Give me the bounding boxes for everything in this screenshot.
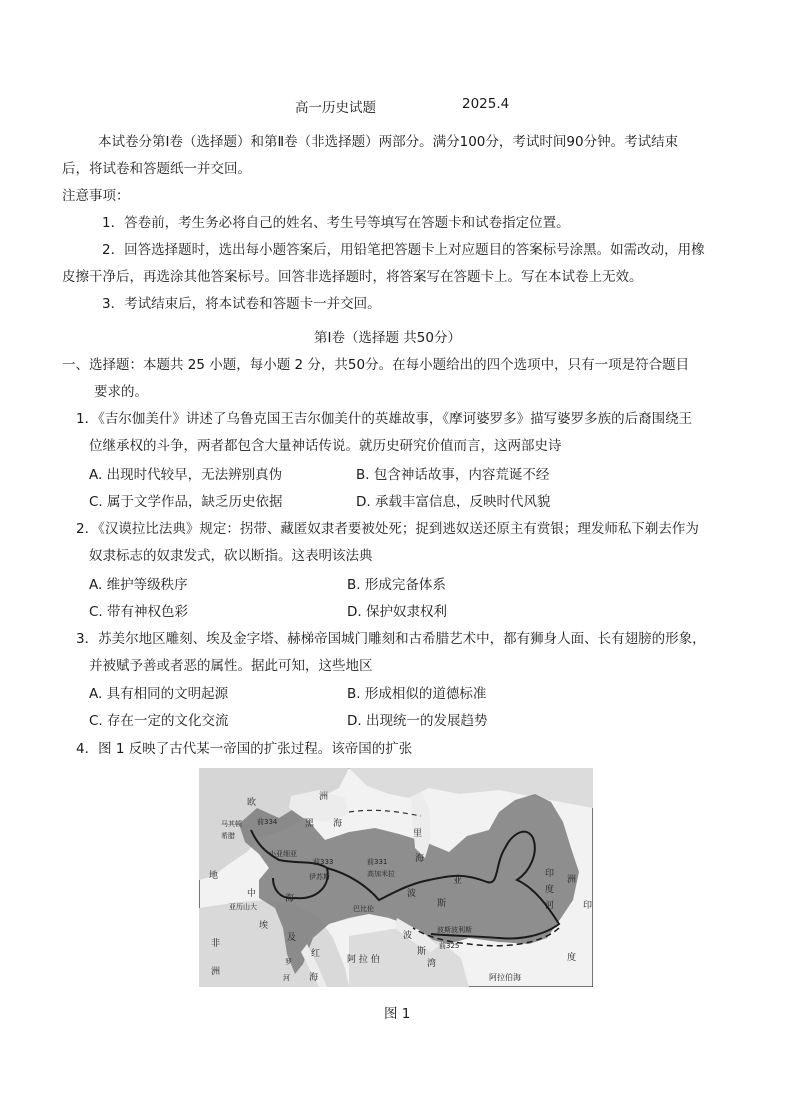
question-1-option-a: A. 出现时代较早，无法辨别真伪: [89, 467, 283, 483]
map-label-xiaoyaxiya: 小亚细亚: [269, 850, 297, 858]
map-label-black-sea-hai: 海: [333, 819, 343, 829]
map-label-si: 斯: [437, 899, 447, 909]
map-label-ai: 埃: [259, 921, 269, 931]
question-2-option-a: A. 维护等级秩序: [89, 577, 188, 593]
question-3-stem-line-2: 并被赋予善或者恶的属性。据此可知，这些地区: [89, 658, 373, 674]
question-3-option-c: C. 存在一定的文化交流: [89, 713, 229, 729]
map-label-nile-he: 河: [283, 974, 290, 982]
map-label-bosibolisi: 波斯波利斯: [437, 926, 472, 934]
question-3-option-d: D. 出现统一的发展趋势: [347, 713, 488, 729]
notice-item-2-line-2: 皮擦干净后，再选涂其他答案标号。回答非选择题时，将答案写在答题卡上。写在本试卷上无效。: [62, 269, 643, 285]
map-label-hong: 红: [311, 949, 321, 959]
question-2-option-b: B. 形成完备体系: [347, 577, 446, 593]
exam-date: 2025.4: [462, 96, 510, 112]
question-3-option-a: A. 具有相同的文明起源: [89, 686, 229, 702]
question-1-stem-line-2: 位继承权的斗争，两者都包含大量神话传说。就历史研究价值而言，这两部史诗: [89, 438, 562, 454]
map-label-caspian-hai: 海: [415, 854, 425, 864]
map-label-qian334: 前334: [257, 818, 278, 826]
map-label-bosi-bay-si: 斯: [417, 947, 427, 957]
map-label-bosi-bay-bo: 波: [403, 931, 413, 941]
notice-item-3: 3．考试结束后，将本试卷和答题卡一并交回。: [102, 296, 381, 312]
map-label-hei: 黑: [305, 819, 315, 829]
map-label-ou: 欧: [247, 798, 257, 808]
map-label-makedun: 马其顿: [221, 820, 242, 828]
question-2-option-c: C. 带有神权色彩: [89, 604, 189, 620]
map-label-bo: 波: [407, 889, 417, 899]
map-label-med-hai: 海: [285, 894, 295, 904]
intro-line-1: 本试卷分第Ⅰ卷（选择题）和第Ⅱ卷（非选择题）两部分。满分100分，考试时间90分钟。考试结束: [98, 134, 679, 150]
question-2-stem-line-1: 2．《汉谟拉比法典》规定：拐带、藏匿奴隶者要被处死；捉到逃奴送还原主有赏银；理发师私下剃去作为: [76, 521, 699, 537]
notice-item-2-line-1: 2．回答选择题时，选出每小题答案后，用铅笔把答题卡上对应题目的答案标号涂黑。如需改动，用橡: [102, 242, 705, 258]
question-2-option-d: D. 保护奴隶权利: [347, 604, 447, 620]
map-label-ji: 及: [287, 933, 297, 943]
map-label-qian333: 前333: [313, 858, 334, 866]
question-1-option-b: B. 包含神话故事，内容荒诞不经: [356, 467, 550, 483]
question-2-stem-line-2: 奴隶标志的奴隶发式，砍以断指。这表明该法典: [89, 548, 373, 564]
section-title: 第Ⅰ卷（选择题 共50分）: [314, 330, 461, 346]
question-4-stem: 4．图 1 反映了古代某一帝国的扩张过程。该帝国的扩张: [76, 741, 413, 757]
map-label-li: 里: [413, 829, 423, 839]
map-label-xila: 希腊: [221, 832, 235, 840]
notice-item-1: 1．答卷前，考生务必将自己的姓名、考生号等填写在答题卡和试卷指定位置。: [102, 215, 570, 231]
map-label-ya: 亚: [453, 876, 463, 886]
map-label-red-hai: 海: [309, 973, 319, 983]
section-instructions-line-2: 要求的。: [94, 384, 148, 400]
map-label-yalishanda: 亚历山大: [229, 903, 257, 911]
map-label-babilun: 巴比伦: [353, 905, 374, 913]
intro-line-2: 后，将试卷和答题纸一并交回。: [62, 161, 251, 177]
map-label-zhou-india: 洲: [567, 875, 577, 885]
alexander-expansion-map: [199, 768, 593, 987]
map-label-qian331: 前331: [367, 858, 388, 866]
map-label-wan: 湾: [427, 959, 437, 969]
map-label-du: 度: [545, 885, 555, 895]
map-label-zhou-top: 洲: [319, 792, 329, 802]
figure-caption: 图 1: [384, 1006, 411, 1022]
question-1-option-d: D. 承载丰富信息，反映时代风貌: [356, 494, 551, 510]
map-label-gaojiamila: 高加米拉: [367, 870, 395, 878]
map-label-fei: 非: [211, 939, 221, 949]
map-label-qian325: 前325: [439, 942, 460, 950]
map-label-zhou-africa: 洲: [211, 967, 221, 977]
map-label-luo: 罗: [285, 958, 292, 966]
map-label-yin2: 印: [583, 901, 593, 911]
map-label-he: 河: [545, 901, 555, 911]
question-3-option-b: B. 形成相似的道德标准: [347, 686, 487, 702]
exam-title: 高一历史试题: [295, 100, 376, 116]
map-label-alabohai: 阿拉伯海: [489, 973, 521, 982]
map-label-zhong: 中: [247, 889, 257, 899]
question-1-stem-line-1: 1．《吉尔伽美什》讲述了乌鲁克国王吉尔伽美什的英雄故事，《摩诃婆罗多》描写婆罗多族的后裔围绕王: [76, 411, 693, 427]
map-label-yin: 印: [545, 869, 555, 879]
section-instructions-line-1: 一、选择题：本题共 25 小题，每小题 2 分，共50分。在每小题给出的四个选项中，只有一项是符合题目: [62, 357, 690, 373]
map-label-di: 地: [209, 871, 219, 881]
notice-heading: 注意事项：: [62, 188, 130, 204]
map-label-yisusi: 伊苏斯: [309, 873, 330, 881]
question-3-stem-line-1: 3．苏美尔地区雕刻、埃及金字塔、赫梯帝国城门雕刻和古希腊艺术中，都有狮身人面、长有翅膀的形象，: [76, 631, 706, 647]
question-1-option-c: C. 属于文学作品，缺乏历史依据: [89, 494, 283, 510]
map-label-du2: 度: [567, 953, 577, 963]
map-label-alabo: 阿 拉 伯: [347, 955, 380, 965]
